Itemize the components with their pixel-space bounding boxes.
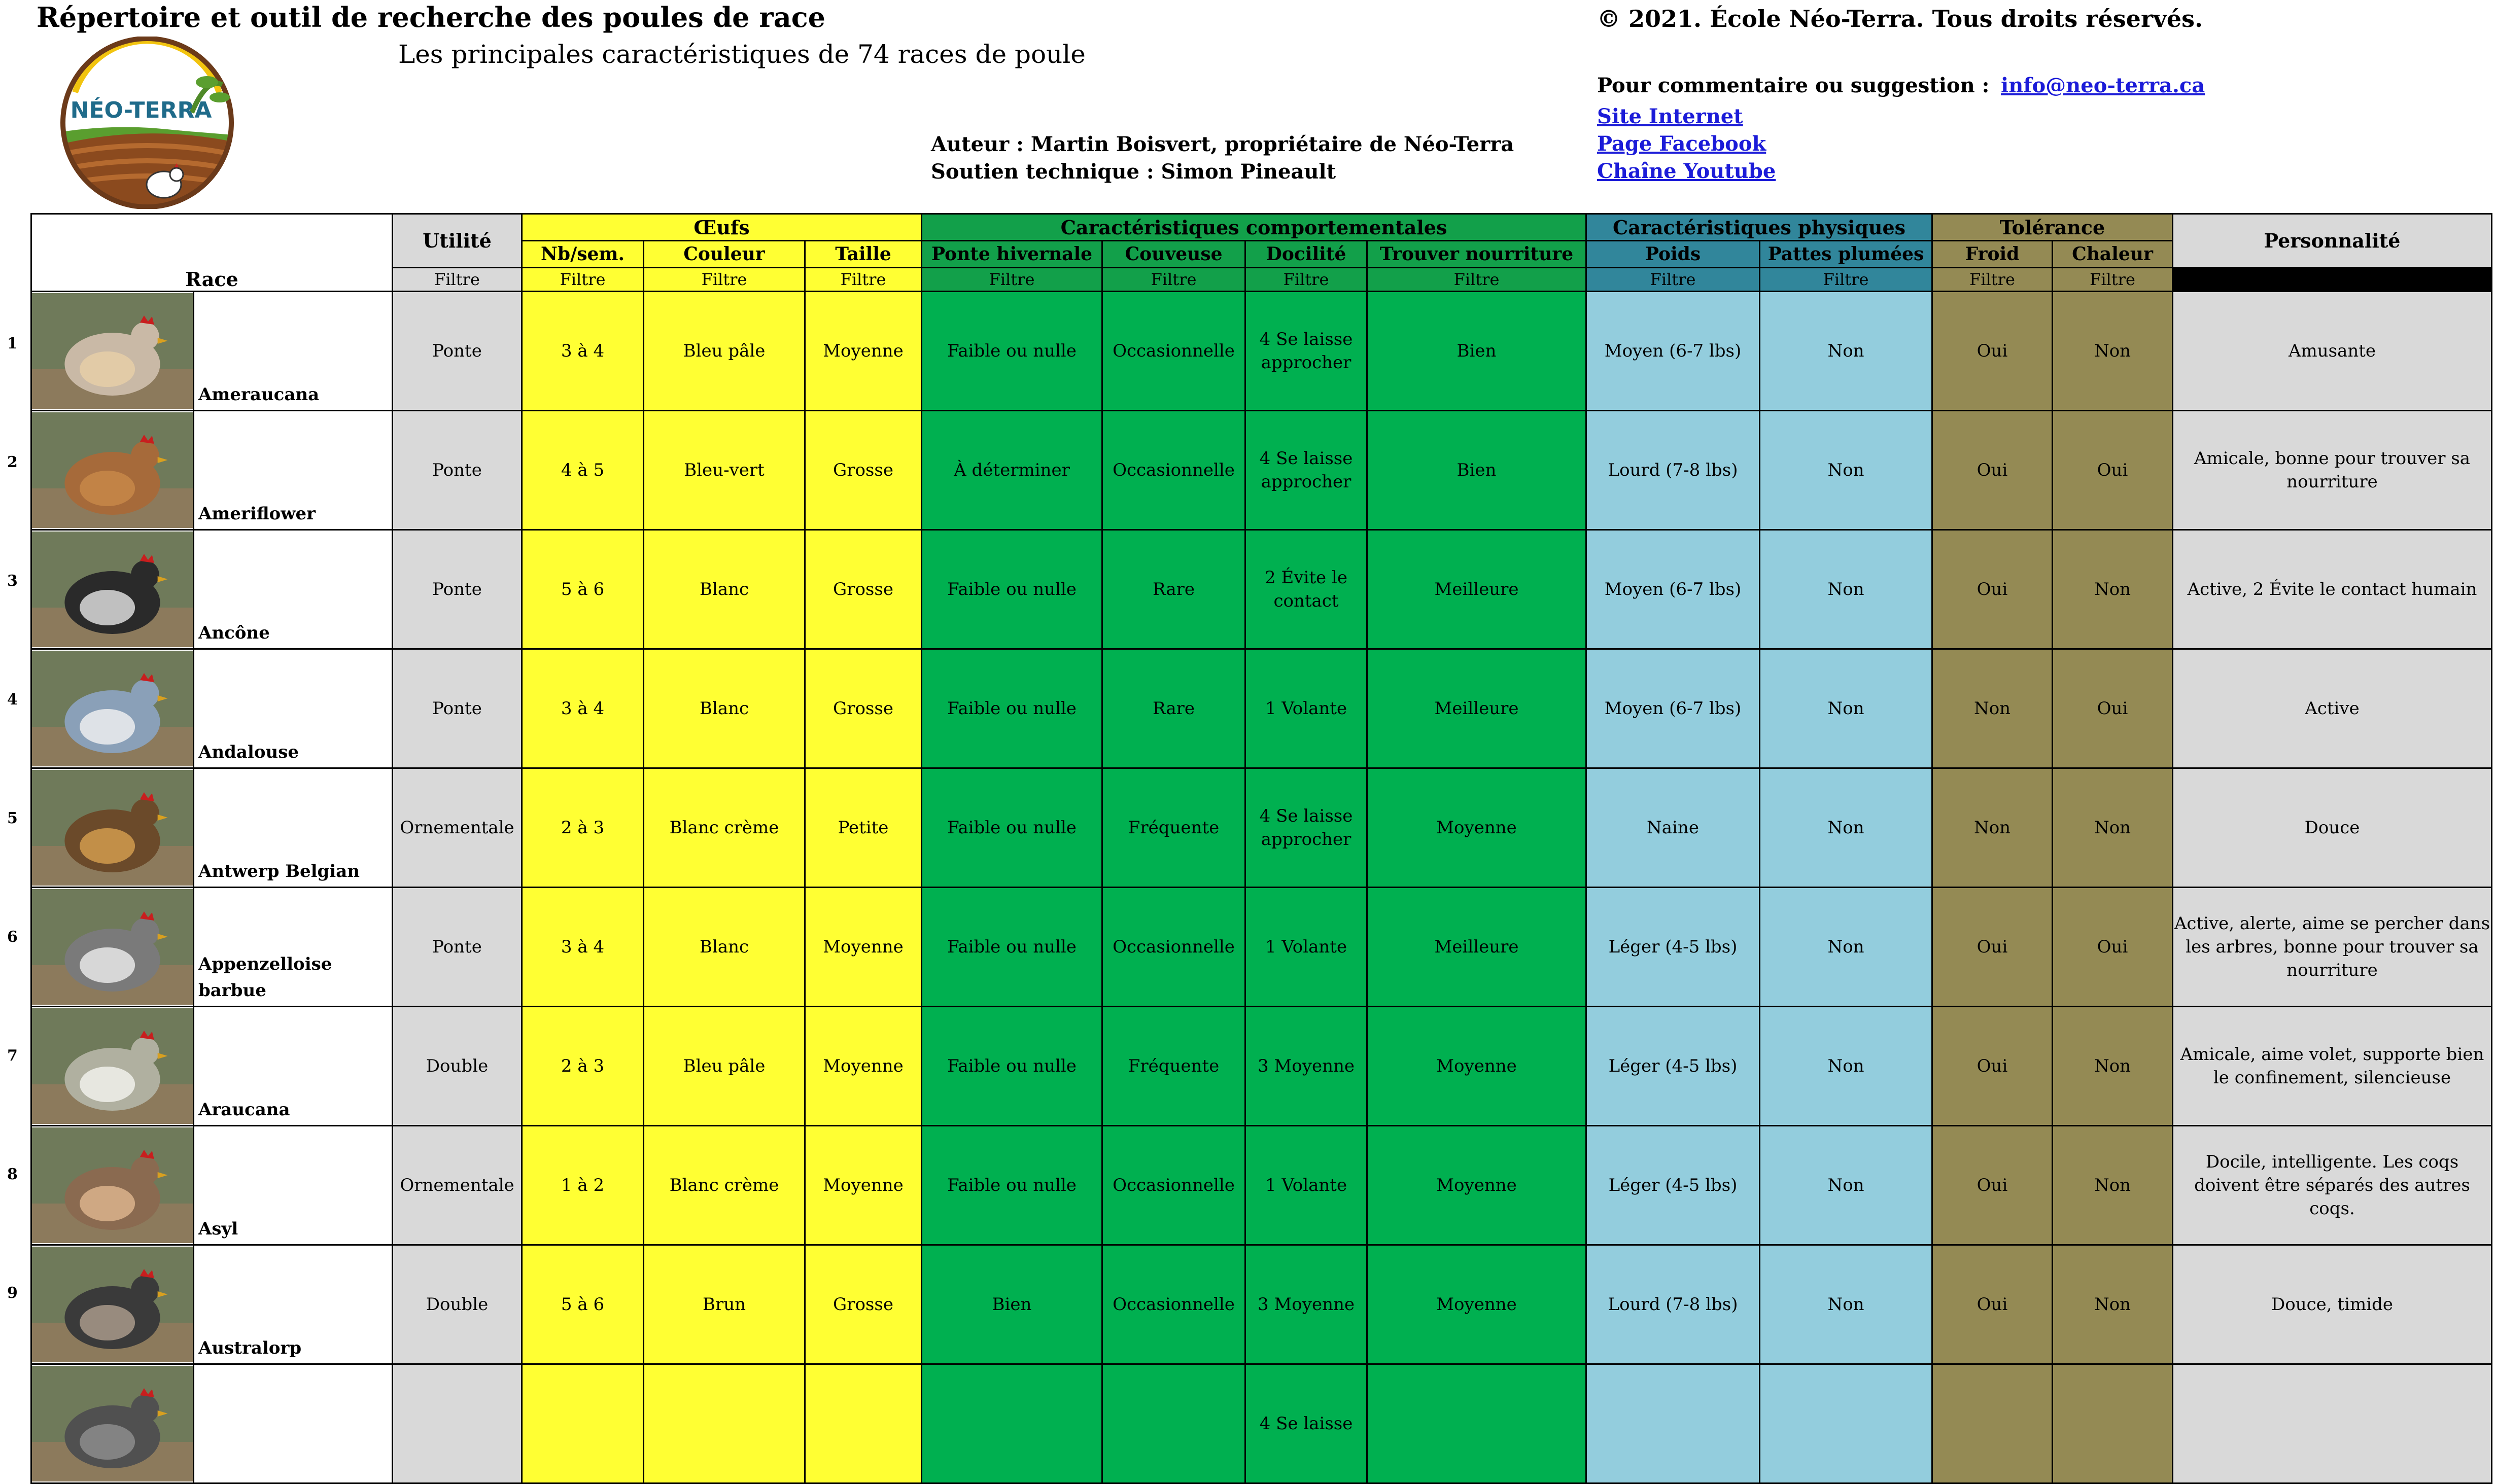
filter-chaleur[interactable]: Filtre xyxy=(2053,268,2173,292)
breeds-table xyxy=(30,213,2492,1484)
table-row xyxy=(31,530,2492,649)
cell-nb: 3 à 4 xyxy=(522,292,644,411)
cell-docilite: 1 Volante xyxy=(1245,649,1367,768)
filter-taille[interactable]: Filtre xyxy=(805,268,922,292)
breed-photo xyxy=(31,411,194,530)
cell-docilite: 1 Volante xyxy=(1245,1126,1367,1245)
cell-poids: Lourd (7-8 lbs) xyxy=(1586,411,1760,530)
cell-pattes: Non xyxy=(1760,768,1932,888)
cell-nourriture: Moyenne xyxy=(1367,768,1586,888)
cell-ponte: Faible ou nulle xyxy=(922,1126,1102,1245)
breed-photo xyxy=(31,1007,194,1126)
cell-nourriture: Bien xyxy=(1367,411,1586,530)
chicken-photo-icon xyxy=(32,889,193,1005)
cell-couveuse: Occasionnelle xyxy=(1102,411,1245,530)
cell-ponte: Faible ou nulle xyxy=(922,292,1102,411)
support-line: Soutien technique : Simon Pineault xyxy=(931,160,1336,184)
cell-couveuse xyxy=(1102,1364,1245,1483)
chaleur-header: Chaleur xyxy=(2053,241,2173,268)
cell-couveuse: Occasionnelle xyxy=(1102,888,1245,1007)
cell-perso xyxy=(2173,1364,2492,1483)
cell-docilite: 4 Se laisse approcher xyxy=(1245,411,1367,530)
table-row xyxy=(31,292,2492,411)
chicken-photo-icon xyxy=(32,532,193,647)
cell-chaleur: Non xyxy=(2053,1245,2173,1364)
cell-utilite: Ponte xyxy=(393,888,522,1007)
chicken-photo-icon xyxy=(32,1127,193,1243)
cell-nb: 3 à 4 xyxy=(522,888,644,1007)
breed-photo xyxy=(31,292,194,411)
cell-utilite: Ponte xyxy=(393,530,522,649)
cell-taille: Moyenne xyxy=(805,292,922,411)
table-row xyxy=(31,1364,2492,1483)
cell-couveuse: Fréquente xyxy=(1102,768,1245,888)
links-list xyxy=(1597,103,1776,185)
filter-docilite[interactable]: Filtre xyxy=(1245,268,1367,292)
cell-pattes: Non xyxy=(1760,649,1932,768)
table-row xyxy=(31,1126,2492,1245)
cell-froid: Oui xyxy=(1932,292,2053,411)
physique-group-header: Caractéristiques physiques xyxy=(1586,214,1932,241)
cell-couleur xyxy=(644,1364,805,1483)
cell-ponte: Faible ou nulle xyxy=(922,1007,1102,1126)
cell-pattes xyxy=(1760,1364,1932,1483)
cell-poids: Moyen (6-7 lbs) xyxy=(1586,649,1760,768)
cell-ponte: Faible ou nulle xyxy=(922,768,1102,888)
cell-nb: 5 à 6 xyxy=(522,530,644,649)
logo-text: NÉO-TERRA xyxy=(70,97,212,123)
cell-couveuse: Occasionnelle xyxy=(1102,292,1245,411)
breed-name: Andalouse xyxy=(194,649,393,768)
filter-couveuse[interactable]: Filtre xyxy=(1102,268,1245,292)
chicken-photo-icon xyxy=(32,770,193,886)
cell-couveuse: Rare xyxy=(1102,530,1245,649)
cell-taille: Moyenne xyxy=(805,1007,922,1126)
cell-couleur: Blanc xyxy=(644,530,805,649)
breed-photo xyxy=(31,649,194,768)
cell-froid: Non xyxy=(1932,768,2053,888)
email-link[interactable]: info@neo-terra.ca xyxy=(2001,74,2205,97)
cell-nourriture: Moyenne xyxy=(1367,1126,1586,1245)
cell-nb: 3 à 4 xyxy=(522,649,644,768)
cell-couveuse: Rare xyxy=(1102,649,1245,768)
chicken-photo-icon xyxy=(32,1247,193,1362)
cell-couleur: Brun xyxy=(644,1245,805,1364)
breed-photo xyxy=(31,1245,194,1364)
row-number: 5 xyxy=(7,809,18,827)
docilite-header: Docilité xyxy=(1245,241,1367,268)
cell-docilite: 1 Volante xyxy=(1245,888,1367,1007)
author-line: Auteur : Martin Boisvert, propriétaire de Néo-Terra xyxy=(931,132,1514,156)
cell-taille: Grosse xyxy=(805,411,922,530)
cell-couveuse: Fréquente xyxy=(1102,1007,1245,1126)
poids-header: Poids xyxy=(1586,241,1760,268)
cell-perso: Amicale, aime volet, supporte bien le confinement, silencieuse xyxy=(2173,1007,2492,1126)
cell-poids: Léger (4-5 lbs) xyxy=(1586,1126,1760,1245)
cell-pattes: Non xyxy=(1760,888,1932,1007)
neo-terra-logo xyxy=(55,37,239,209)
copyright-notice: © 2021. École Néo-Terra. Tous droits réservés. xyxy=(1597,5,2203,32)
cell-ponte xyxy=(922,1364,1102,1483)
cell-taille: Moyenne xyxy=(805,1126,922,1245)
cell-perso: Active, alerte, aime se percher dans les arbres, bonne pour trouver sa nourriture xyxy=(2173,888,2492,1007)
cell-pattes: Non xyxy=(1760,292,1932,411)
breed-name: Antwerp Belgian xyxy=(194,768,393,888)
cell-nb: 4 à 5 xyxy=(522,411,644,530)
cell-utilite: Ponte xyxy=(393,292,522,411)
cell-poids: Léger (4-5 lbs) xyxy=(1586,888,1760,1007)
breed-name: Ancône xyxy=(194,530,393,649)
tolerance-group-header: Tolérance xyxy=(1932,214,2173,241)
breed-name xyxy=(194,1364,393,1483)
row-number: 6 xyxy=(7,928,18,946)
cell-utilite: Ponte xyxy=(393,649,522,768)
cell-froid xyxy=(1932,1364,2053,1483)
cell-poids: Moyen (6-7 lbs) xyxy=(1586,292,1760,411)
comment-label: Pour commentaire ou suggestion : xyxy=(1597,74,1990,97)
table-row xyxy=(31,888,2492,1007)
cell-taille: Moyenne xyxy=(805,888,922,1007)
cell-froid: Non xyxy=(1932,649,2053,768)
breed-name: Ameriflower xyxy=(194,411,393,530)
cell-perso: Amicale, bonne pour trouver sa nourriture xyxy=(2173,411,2492,530)
cell-docilite: 3 Moyenne xyxy=(1245,1007,1367,1126)
row-number: 7 xyxy=(7,1047,18,1065)
cell-couleur: Blanc xyxy=(644,888,805,1007)
breed-name: Ameraucana xyxy=(194,292,393,411)
filter-nourriture[interactable]: Filtre xyxy=(1367,268,1586,292)
cell-pattes: Non xyxy=(1760,1245,1932,1364)
breed-name: Appenzelloise barbue xyxy=(194,888,393,1007)
cell-docilite: 4 Se laisse approcher xyxy=(1245,292,1367,411)
cell-nb: 1 à 2 xyxy=(522,1126,644,1245)
cell-nb xyxy=(522,1364,644,1483)
row-number: 4 xyxy=(7,691,18,709)
cell-chaleur: Non xyxy=(2053,530,2173,649)
filter-utilite[interactable]: Filtre xyxy=(393,268,522,292)
cell-couleur: Blanc crème xyxy=(644,768,805,888)
breed-name: Asyl xyxy=(194,1126,393,1245)
cell-pattes: Non xyxy=(1760,1007,1932,1126)
cell-docilite: 2 Évite le contact xyxy=(1245,530,1367,649)
chicken-photo-icon xyxy=(32,293,193,409)
cell-nb: 2 à 3 xyxy=(522,1007,644,1126)
nourriture-header: Trouver nourriture xyxy=(1367,241,1586,268)
cell-perso: Douce xyxy=(2173,768,2492,888)
filter-poids[interactable]: Filtre xyxy=(1586,268,1760,292)
cell-taille: Grosse xyxy=(805,1245,922,1364)
cell-perso: Active xyxy=(2173,649,2492,768)
page-title: Répertoire et outil de recherche des poules de race xyxy=(37,1,826,33)
cell-nb: 5 à 6 xyxy=(522,1245,644,1364)
froid-header: Froid xyxy=(1932,241,2053,268)
breed-photo xyxy=(31,768,194,888)
breed-photo xyxy=(31,530,194,649)
cell-ponte: Faible ou nulle xyxy=(922,530,1102,649)
cell-nourriture: Meilleure xyxy=(1367,530,1586,649)
cell-nourriture: Moyenne xyxy=(1367,1007,1586,1126)
cell-docilite: 4 Se laisse xyxy=(1245,1364,1367,1483)
cell-docilite: 4 Se laisse approcher xyxy=(1245,768,1367,888)
pattes-header: Pattes plumées xyxy=(1760,241,1932,268)
nb-header: Nb/sem. xyxy=(522,241,644,268)
youtube-link[interactable]: Chaîne Youtube xyxy=(1597,159,1776,183)
filter-pattes[interactable]: Filtre xyxy=(1760,268,1932,292)
table-row xyxy=(31,411,2492,530)
couleur-header: Couleur xyxy=(644,241,805,268)
cell-poids: Naine xyxy=(1586,768,1760,888)
cell-chaleur: Oui xyxy=(2053,888,2173,1007)
race-column-header: Race xyxy=(31,214,393,292)
cell-docilite: 3 Moyenne xyxy=(1245,1245,1367,1364)
cell-chaleur xyxy=(2053,1364,2173,1483)
chicken-photo-icon xyxy=(32,651,193,766)
ponte-header: Ponte hivernale xyxy=(922,241,1102,268)
cell-pattes: Non xyxy=(1760,411,1932,530)
cell-perso: Amusante xyxy=(2173,292,2492,411)
cell-couveuse: Occasionnelle xyxy=(1102,1126,1245,1245)
table-row xyxy=(31,649,2492,768)
cell-taille: Grosse xyxy=(805,530,922,649)
cell-froid: Oui xyxy=(1932,1126,2053,1245)
cell-poids xyxy=(1586,1364,1760,1483)
cell-couleur: Blanc crème xyxy=(644,1126,805,1245)
cell-ponte: À déterminer xyxy=(922,411,1102,530)
breed-photo xyxy=(31,1126,194,1245)
chicken-photo-icon xyxy=(32,412,193,528)
cell-utilite: Ornementale xyxy=(393,1126,522,1245)
cell-nourriture: Moyenne xyxy=(1367,1245,1586,1364)
cell-couleur: Bleu pâle xyxy=(644,292,805,411)
row-number: 8 xyxy=(7,1165,18,1183)
cell-froid: Oui xyxy=(1932,1245,2053,1364)
cell-chaleur: Oui xyxy=(2053,649,2173,768)
filter-couleur[interactable]: Filtre xyxy=(644,268,805,292)
chicken-photo-icon xyxy=(32,1008,193,1124)
cell-froid: Oui xyxy=(1932,1007,2053,1126)
utilite-header: Utilité xyxy=(393,214,522,268)
oeufs-group-header: Œufs xyxy=(522,214,922,241)
row-number: 9 xyxy=(7,1284,18,1302)
cell-nourriture: Meilleure xyxy=(1367,649,1586,768)
filter-nb[interactable]: Filtre xyxy=(522,268,644,292)
breed-photo xyxy=(31,1364,194,1483)
cell-utilite: Double xyxy=(393,1245,522,1364)
taille-header: Taille xyxy=(805,241,922,268)
cell-utilite: Ponte xyxy=(393,411,522,530)
cell-poids: Lourd (7-8 lbs) xyxy=(1586,1245,1760,1364)
cell-chaleur: Non xyxy=(2053,1007,2173,1126)
cell-pattes: Non xyxy=(1760,530,1932,649)
cell-froid: Oui xyxy=(1932,530,2053,649)
filter-ponte[interactable]: Filtre xyxy=(922,268,1102,292)
cell-taille: Petite xyxy=(805,768,922,888)
filter-personnalite xyxy=(2173,268,2492,292)
cell-couleur: Bleu-vert xyxy=(644,411,805,530)
row-number: 1 xyxy=(7,335,18,352)
cell-taille xyxy=(805,1364,922,1483)
row-number: 2 xyxy=(7,453,18,471)
website-link[interactable]: Site Internet xyxy=(1597,104,1743,128)
cell-utilite: Ornementale xyxy=(393,768,522,888)
table-row xyxy=(31,1245,2492,1364)
table-row xyxy=(31,1007,2492,1126)
couveuse-header: Couveuse xyxy=(1102,241,1245,268)
cell-perso: Active, 2 Évite le contact humain xyxy=(2173,530,2492,649)
cell-couleur: Blanc xyxy=(644,649,805,768)
cell-chaleur: Non xyxy=(2053,292,2173,411)
page-subtitle: Les principales caractéristiques de 74 races de poule xyxy=(398,40,1086,69)
cell-utilite xyxy=(393,1364,522,1483)
cell-froid: Oui xyxy=(1932,888,2053,1007)
cell-utilite: Double xyxy=(393,1007,522,1126)
personnalite-header: Personnalité xyxy=(2173,214,2492,268)
cell-nourriture: Meilleure xyxy=(1367,888,1586,1007)
chicken-photo-icon xyxy=(32,1366,193,1481)
cell-taille: Grosse xyxy=(805,649,922,768)
credits xyxy=(931,131,1514,186)
table-row xyxy=(31,768,2492,888)
cell-chaleur: Non xyxy=(2053,1126,2173,1245)
cell-ponte: Faible ou nulle xyxy=(922,888,1102,1007)
row-number: 3 xyxy=(7,572,18,590)
cell-perso: Docile, intelligente. Les coqs doivent être séparés des autres coqs. xyxy=(2173,1126,2492,1245)
cell-froid: Oui xyxy=(1932,411,2053,530)
cell-nourriture: Bien xyxy=(1367,292,1586,411)
facebook-link[interactable]: Page Facebook xyxy=(1597,132,1766,156)
cell-nourriture xyxy=(1367,1364,1586,1483)
cell-chaleur: Non xyxy=(2053,768,2173,888)
cell-poids: Léger (4-5 lbs) xyxy=(1586,1007,1760,1126)
cell-ponte: Faible ou nulle xyxy=(922,649,1102,768)
cell-ponte: Bien xyxy=(922,1245,1102,1364)
breed-photo xyxy=(31,888,194,1007)
breed-name: Araucana xyxy=(194,1007,393,1126)
cell-couveuse: Occasionnelle xyxy=(1102,1245,1245,1364)
cell-nb: 2 à 3 xyxy=(522,768,644,888)
cell-pattes: Non xyxy=(1760,1126,1932,1245)
cell-poids: Moyen (6-7 lbs) xyxy=(1586,530,1760,649)
comportement-group-header: Caractéristiques comportementales xyxy=(922,214,1586,241)
filter-froid[interactable]: Filtre xyxy=(1932,268,2053,292)
cell-couleur: Bleu pâle xyxy=(644,1007,805,1126)
breed-name: Australorp xyxy=(194,1245,393,1364)
cell-chaleur: Oui xyxy=(2053,411,2173,530)
cell-perso: Douce, timide xyxy=(2173,1245,2492,1364)
